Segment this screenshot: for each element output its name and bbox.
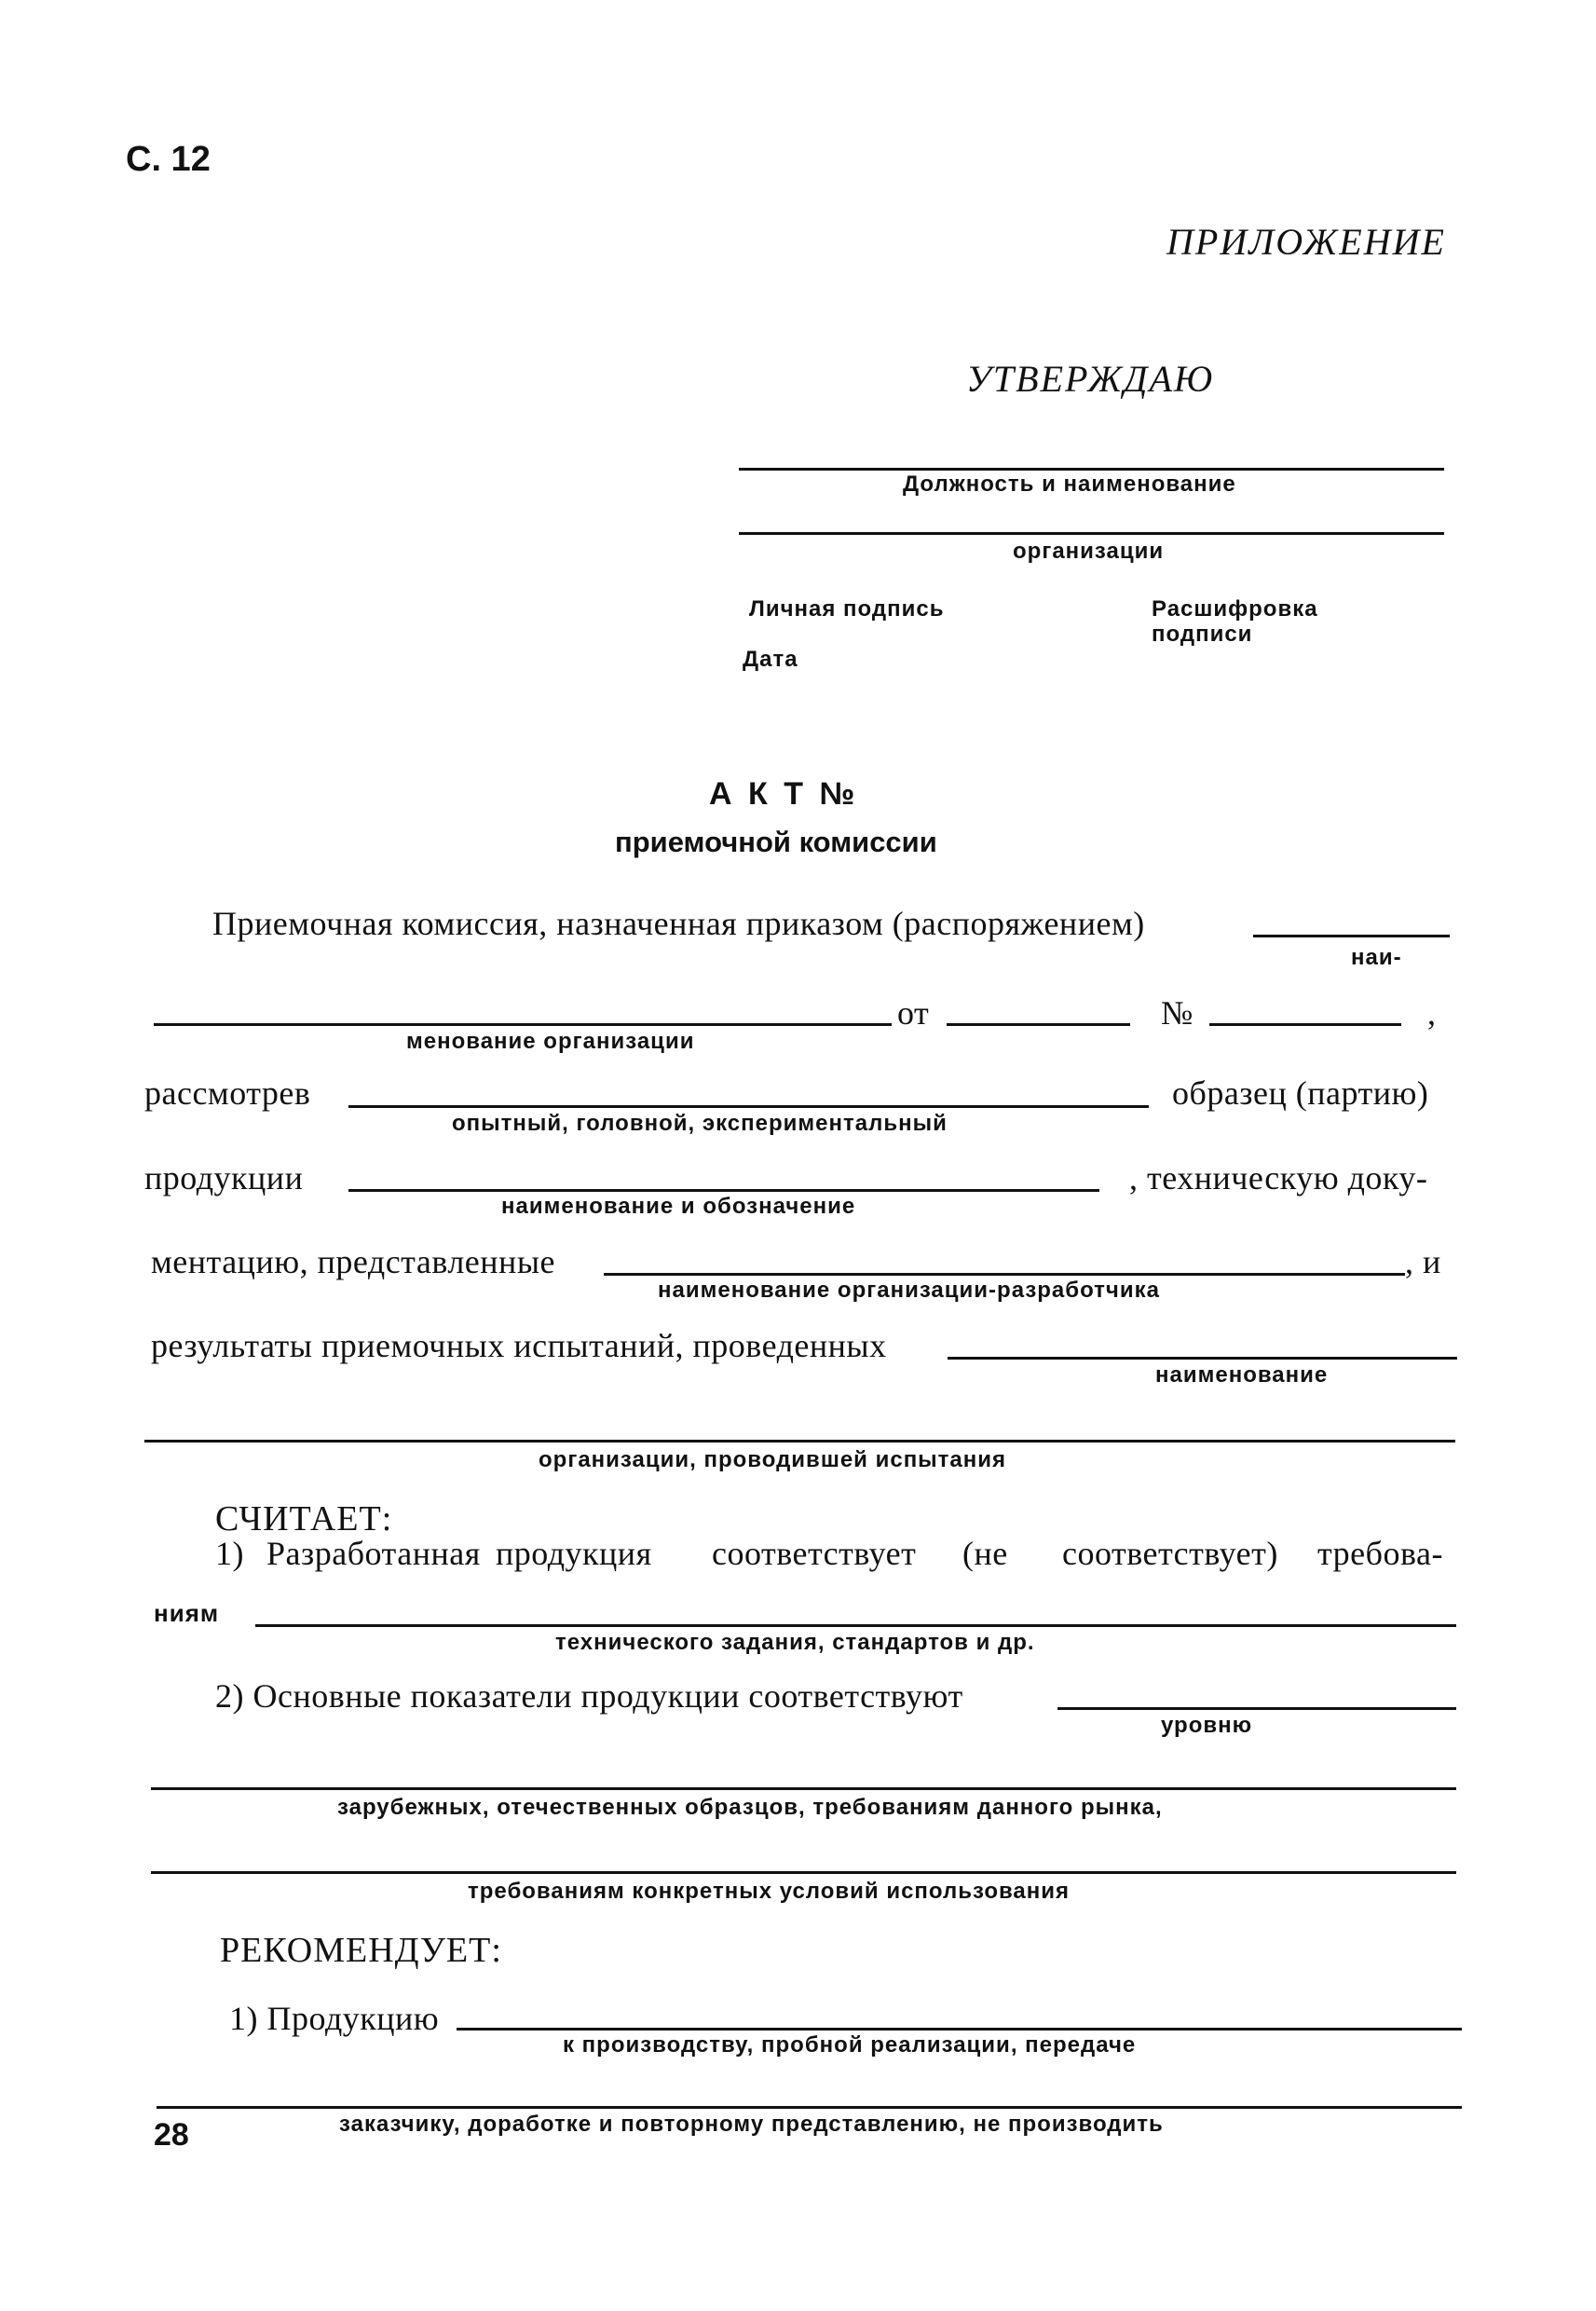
- product-name-caption: наименование и обозначение: [501, 1194, 856, 1219]
- p1-word-2: продукция: [496, 1535, 652, 1572]
- recommends-heading: РЕКОМЕНДУЕТ:: [220, 1931, 502, 1970]
- rec-p1-text: 1) Продукцию: [229, 2000, 440, 2037]
- product-name-line: [348, 1189, 1099, 1192]
- customer-caption: заказчику, доработке и повторному представлению, не производить: [339, 2112, 1164, 2137]
- tester-org-caption: организации, проводившей испытания: [539, 1447, 1007, 1472]
- reviewed-label: рассмотрев: [144, 1074, 311, 1112]
- product-label: продукции: [144, 1159, 304, 1197]
- p1-word-1: Разработанная: [266, 1535, 481, 1572]
- act-subtitle: приемочной комиссии: [615, 826, 937, 858]
- sample-type-caption: опытный, головной, экспериментальный: [452, 1111, 948, 1136]
- approve-label: УТВЕРЖДАЮ: [966, 358, 1215, 400]
- order-name-line: [1253, 935, 1450, 937]
- p2-text: 2) Основные показатели продукции соответствуют: [215, 1677, 963, 1715]
- production-line: [457, 2028, 1462, 2031]
- signature-label: Личная подпись: [749, 596, 945, 622]
- level-line: [1057, 1707, 1456, 1710]
- conditions-caption: требованиям конкретных условий использования: [468, 1879, 1071, 1904]
- sample-label: образец (партию): [1172, 1074, 1429, 1112]
- customer-line: [157, 2106, 1462, 2109]
- p1-word-3: соответствует: [712, 1535, 917, 1572]
- order-name-caption: наи-: [1351, 945, 1402, 970]
- production-caption: к производству, пробной реализации, передаче: [563, 2032, 1137, 2058]
- p1-number: 1): [215, 1535, 244, 1572]
- number-sign: №: [1161, 994, 1194, 1032]
- org-name-caption: менование организации: [406, 1029, 695, 1054]
- number-line: [1209, 1023, 1401, 1026]
- org-caption: организации: [1013, 539, 1165, 564]
- decoding-label-2: подписи: [1152, 622, 1253, 647]
- p1-word-4: (не: [962, 1535, 1008, 1572]
- p1-word-6: требова-: [1317, 1535, 1443, 1572]
- date-label: Дата: [743, 647, 798, 672]
- decoding-label: Расшифровка: [1152, 596, 1318, 622]
- act-title: А К Т №: [709, 776, 859, 812]
- doc-presented-label: ментацию, представленные: [151, 1243, 555, 1280]
- sample-type-line: [348, 1105, 1149, 1108]
- developer-caption: наименование организации-разработчика: [658, 1278, 1160, 1303]
- commission-text: Приемочная комиссия, назначенная приказом (распоряжением): [212, 905, 1145, 942]
- p1-word-5: соответствует): [1062, 1535, 1278, 1572]
- requirements-line: [255, 1624, 1456, 1627]
- position-line: [739, 468, 1444, 471]
- tester-name-caption: наименование: [1155, 1362, 1329, 1388]
- org-line: [739, 532, 1444, 535]
- org-name-line: [154, 1023, 892, 1026]
- page-ref: С. 12: [126, 140, 211, 179]
- page-number: 28: [154, 2117, 189, 2153]
- comma: ,: [1427, 994, 1437, 1032]
- requirements-caption: технического задания, стандартов и др.: [555, 1630, 1035, 1655]
- tester-org-line: [144, 1440, 1455, 1443]
- and-label: , и: [1405, 1243, 1441, 1280]
- tech-doc-label: , техническую доку-: [1129, 1159, 1428, 1197]
- tester-name-line: [948, 1357, 1457, 1360]
- samples-line: [151, 1787, 1456, 1790]
- considers-heading: СЧИТАЕТ:: [215, 1499, 393, 1538]
- from-label: от: [897, 994, 930, 1032]
- level-caption: уровню: [1161, 1713, 1253, 1738]
- developer-line: [604, 1273, 1405, 1276]
- samples-caption: зарубежных, отечественных образцов, требованиям данного рынка,: [337, 1795, 1163, 1820]
- test-results-label: результаты приемочных испытаний, проведенных: [151, 1327, 887, 1364]
- p1-continuation: ниям: [154, 1599, 220, 1627]
- appendix-label: ПРИЛОЖЕНИЕ: [1166, 221, 1446, 263]
- date-line: [947, 1023, 1130, 1026]
- conditions-line: [151, 1871, 1456, 1874]
- position-caption: Должность и наименование: [903, 472, 1236, 497]
